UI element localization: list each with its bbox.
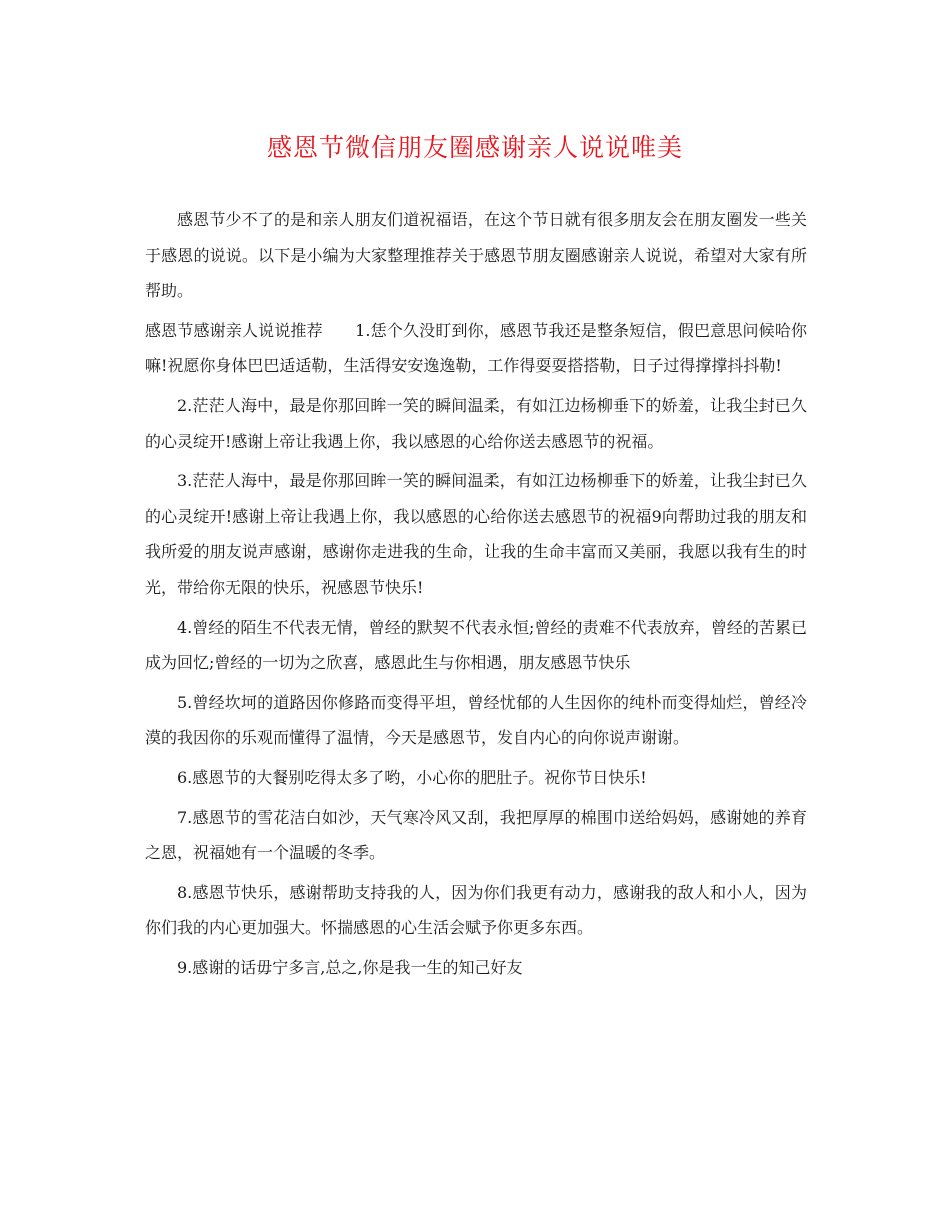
document-title: 感恩节微信朋友圈感谢亲人说说唯美 xyxy=(266,133,683,162)
paragraph-item-8: 8.感恩节快乐，感谢帮助支持我的人，因为你们我更有动力，感谢我的敌人和小人，因为你们我的内心更加强大。怀揣感恩的心生活会赋予你更多东西。 xyxy=(145,882,807,938)
paragraph-item-4: 4.曾经的陌生不代表无情，曾经的默契不代表永恒;曾经的责难不代表放弃，曾经的苦累已成为回忆;曾经的一切为之欣喜，感恩此生与你相遇，朋友感恩节快乐 xyxy=(145,617,807,673)
paragraph-item-3: 3.茫茫人海中，最是你那回眸一笑的瞬间温柔，有如江边杨柳垂下的娇羞，让我尘封已久的心灵绽开!感谢上帝让我遇上你，我以感恩的心给你送去感恩节的祝福9向帮助过我的朋友和我所爱的朋友说声感谢，感谢你走进我的生命，让我的生命丰富而又美丽，我愿以我有生的时光，带给你无限的快乐，祝感恩节快乐! xyxy=(145,471,807,597)
document-body xyxy=(145,202,807,989)
paragraph-item-9: 9.感谢的话毋宁多言,总之,你是我一生的知己好友 xyxy=(177,957,523,977)
paragraph-item-2: 2.茫茫人海中，最是你那回眸一笑的瞬间温柔，有如江边杨柳垂下的娇羞，让我尘封已久的心灵绽开!感谢上帝让我遇上你，我以感恩的心给你送去感恩节的祝福。 xyxy=(145,395,807,451)
paragraph-item-5: 5.曾经坎坷的道路因你修路而变得平坦，曾经忧郁的人生因你的纯朴而变得灿烂，曾经冷漠的我因你的乐观而懂得了温情，今天是感恩节，发自内心的向你说声谢谢。 xyxy=(145,692,807,748)
paragraph-item-7: 7.感恩节的雪花洁白如沙，天气寒冷风又刮，我把厚厚的棉围巾送给妈妈，感谢她的养育之恩，祝福她有一个温暖的冬季。 xyxy=(145,807,807,863)
paragraph-item-6: 6.感恩节的大餐别吃得太多了哟，小心你的肥肚子。祝你节日快乐! xyxy=(177,767,647,787)
paragraph-item-1: 感恩节感谢亲人说说推荐 1.恁个久没盯到你，感恩节我还是整条短信，假巴意思问候哈你嘛!祝愿你身体巴巴适适勒，生活得安安逸逸勒，工作得耍耍搭搭勒，日子过得撑撑抖抖勒! xyxy=(145,320,807,376)
paragraph-intro: 感恩节少不了的是和亲人朋友们道祝福语，在这个节日就有很多朋友会在朋友圈发一些关于感恩的说说。以下是小编为大家整理推荐关于感恩节朋友圈感谢亲人说说，希望对大家有所帮助。 xyxy=(145,210,807,301)
